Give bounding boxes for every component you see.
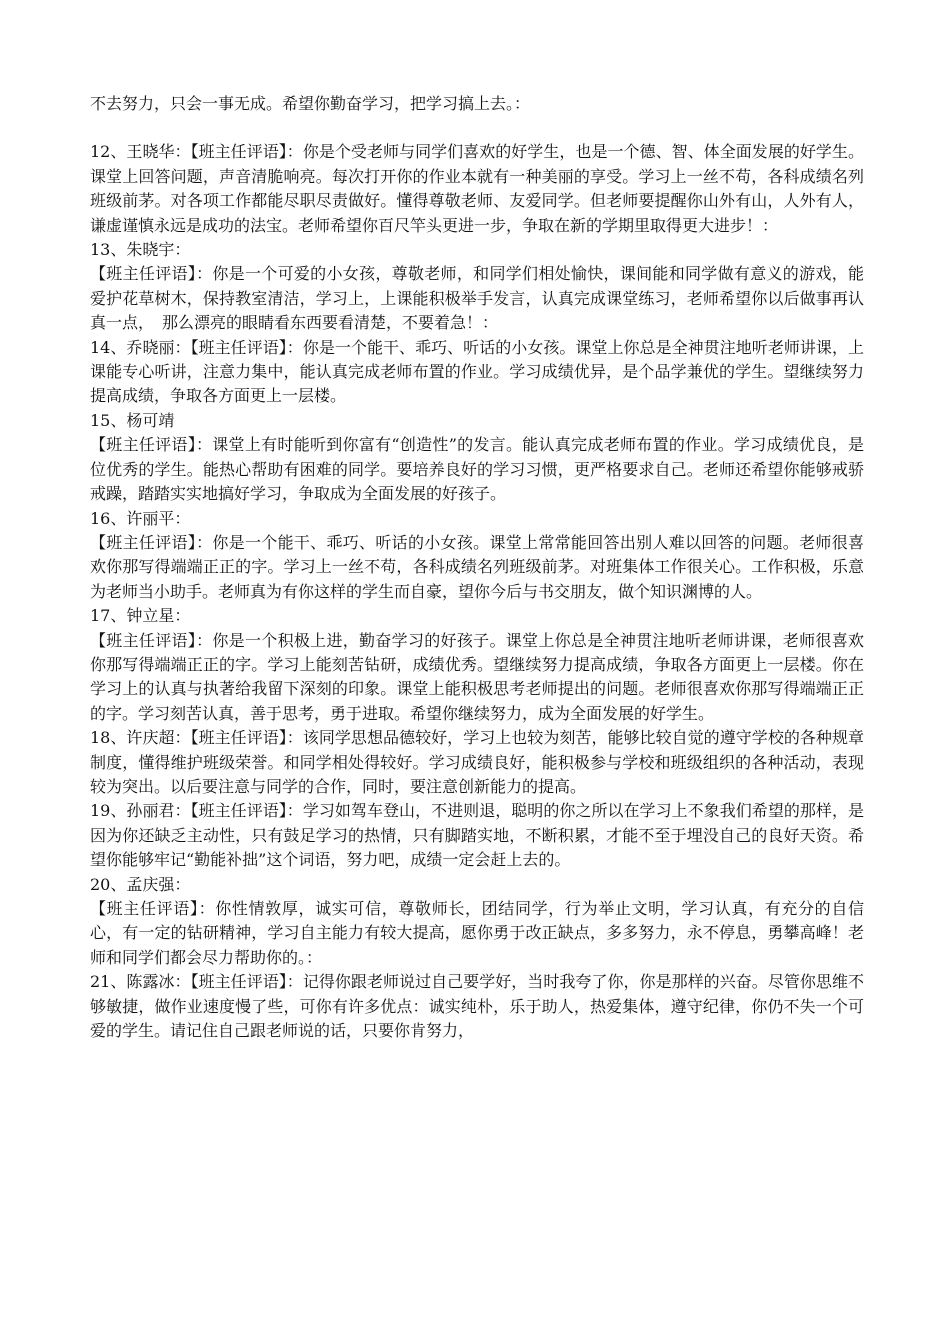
heading-17-zhong-lixing: 17、钟立星： <box>90 606 191 626</box>
document-body <box>90 92 864 1043</box>
blank-line <box>90 116 864 140</box>
comment-12-wang-xiaohua: 12、王晓华：【班主任评语】：你是个受老师与同学们喜欢的好学生，也是一个德、智、体全面发展的好学生。课堂上回答问题，声音清脆响亮。每次打开你的作业本就有一种美丽的享受。学习上一丝不苟，各科成绩名列班级前茅。对各项工作都能尽职尽责做好。懂得尊敬老师、友爱同学。但老师要提醒你山外有山，人外有人，谦虚谨慎永远是成功的法宝。老师希望你百尺竿头更进一步，争取在新的学期里取得更大进步！： <box>90 142 864 235</box>
paragraph-intro: 不去努力，只会一事无成。希望你勤奋学习，把学习搞上去。： <box>90 94 531 113</box>
heading-15-yang-kejing: 15、杨可靖 <box>90 410 175 430</box>
comment-17-zhong-lixing: 【班主任评语】：你是一个积极上进，勤奋学习的好孩子。课堂上你总是全神贯注地听老师讲课，老师很喜欢你那写得端端正正的字。学习上能刻苦钻研，成绩优秀。望继续努力提高成绩，争取各方面更上一层楼。你在学习上的认真与执著给我留下深刻的印象。课堂上能积极思考老师提出的问题。老师很喜欢你那写得端端正正的字。学习刻苦认真，善于思考，勇于进取。希望你继续努力，成为全面发展的好学生。 <box>90 630 864 723</box>
comment-18-xu-qingchao: 18、许庆超：【班主任评语】：该同学思想品德较好，学习上也较为刻苦，能够比较自觉的遵守学校的各种规章制度，懂得维护班级荣誉。和同学相处得较好。学习成绩良好，能积极参与学校和班级组织的各种活动，表现较为突出。以后要注意与同学的合作，同时，要注意创新能力的提高。 <box>90 728 864 796</box>
comment-13-zhu-xiaoyu: 【班主任评语】：你是一个可爱的小女孩，尊敬老师，和同学们相处愉快，课间能和同学做有意义的游戏，能爱护花草树木，保持教室清洁，学习上，上课能积极举手发言，认真完成课堂练习，老师希望你以后做事再认真一点， 那么漂亮的眼睛看东西要看清楚，不要着急！： <box>90 264 864 333</box>
comment-16-xu-liping: 【班主任评语】：你是一个能干、乖巧、听话的小女孩。课堂上常常能回答出别人难以回答的问题。老师很喜欢你那写得端端正正的字。学习上一丝不苟，各科成绩名列班级前茅。对班集体工作很关心。工作积极，乐意为老师当小助手。老师真为有你这样的学生而自豪，望你今后与书交朋友，做个知识渊博的人。 <box>90 532 864 601</box>
heading-13-zhu-xiaoyu: 13、朱晓宇： <box>90 240 191 260</box>
comment-19-sun-lijun: 19、孙丽君：【班主任评语】：学习如驾车登山，不进则退，聪明的你之所以在学习上不象我们希望的那样，是因为你还缺乏主动性，只有鼓足学习的热情，只有脚踏实地，不断积累，才能不至于埋没自己的良好天资。希望你能够牢记“勤能补拙”这个词语，努力吧，成绩一定会赶上去的。 <box>90 801 864 870</box>
comment-20-meng-qingqiang: 【班主任评语】：你性情敦厚，诚实可信，尊敬师长，团结同学，行为举止文明，学习认真，有充分的自信心，有一定的钻研精神，学习自主能力有较大提高，愿你勇于改正缺点，多多努力，永不停息，勇攀高峰！老师和同学们都会尽力帮助你的。： <box>90 899 864 967</box>
heading-16-xu-liping: 16、许丽平： <box>90 508 191 528</box>
comment-21-chen-lubing: 21、陈露冰：【班主任评语】：记得你跟老师说过自己要学好，当时我夸了你，你是那样的兴奋。尽管你思维不够敏捷，做作业速度慢了些，可你有许多优点：诚实纯朴，乐于助人，热爱集体，遵守纪律，你仍不失一个可爱的学生。请记住自己跟老师说的话，只要你肯努力， <box>90 972 864 1041</box>
heading-20-meng-qingqiang: 20、孟庆强： <box>90 874 191 894</box>
comment-15-yang-kejing: 【班主任评语】：课堂上有时能听到你富有“创造性”的发言。能认真完成老师布置的作业。学习成绩优良，是位优秀的学生。能热心帮助有困难的同学。要培养良好的学习习惯，更严格要求自己。老师还希望你能够戒骄戒躁，踏踏实实地搞好学习，争取成为全面发展的好孩子。 <box>90 435 864 504</box>
comment-14-qiao-xiaoli: 14、乔晓丽：【班主任评语】：你是一个能干、乖巧、听话的小女孩。课堂上你总是全神贯注地听老师讲课，上课能专心听讲，注意力集中，能认真完成老师布置的作业。学习成绩优异，是个品学兼优的学生。望继续努力提高成绩，争取各方面更上一层楼。 <box>90 337 864 406</box>
